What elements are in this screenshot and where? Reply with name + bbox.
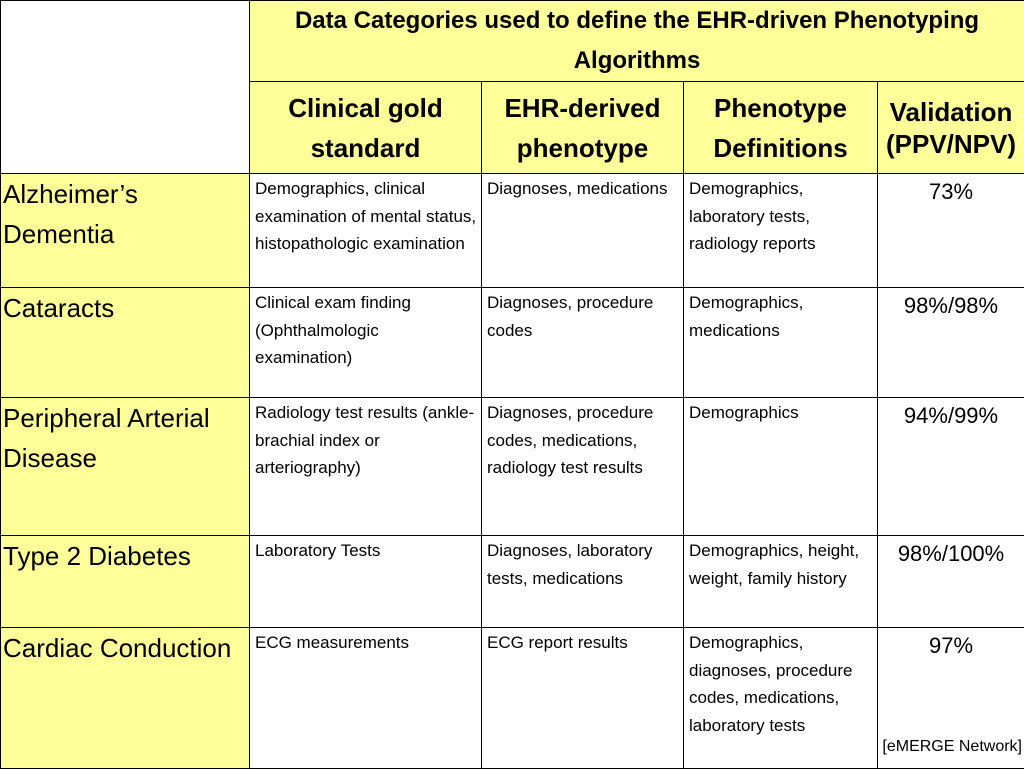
corner-cell bbox=[1, 1, 250, 174]
row-ehr-phenotype: Diagnoses, medications bbox=[482, 174, 684, 288]
column-header-validation: Validation (PPV/NPV) bbox=[878, 82, 1024, 174]
row-validation: 97% bbox=[878, 628, 1024, 769]
row-definitions: Demographics, height, weight, family history bbox=[684, 536, 878, 628]
row-gold-standard: Laboratory Tests bbox=[250, 536, 482, 628]
row-definitions: Demographics, medications bbox=[684, 288, 878, 398]
row-gold-standard: Radiology test results (ankle-brachial index or arteriography) bbox=[250, 398, 482, 536]
table-row bbox=[1, 288, 1024, 398]
row-definitions: Demographics bbox=[684, 398, 878, 536]
table-row bbox=[1, 536, 1024, 628]
row-gold-standard: ECG measurements bbox=[250, 628, 482, 769]
row-definitions: Demographics, diagnoses, procedure codes, medications, laboratory tests bbox=[684, 628, 878, 769]
row-condition: Peripheral Arterial Disease bbox=[1, 398, 250, 536]
table-row bbox=[1, 628, 1024, 769]
row-condition: Alzheimer’s Dementia bbox=[1, 174, 250, 288]
header-group-title: Data Categories used to define the EHR-driven Phenotyping Algorithms bbox=[250, 1, 1024, 82]
row-ehr-phenotype: Diagnoses, procedure codes, medications, radiology test results bbox=[482, 398, 684, 536]
table-row bbox=[1, 398, 1024, 536]
row-validation: 98%/98% bbox=[878, 288, 1024, 398]
column-header-ehr-phenotype: EHR-derived phenotype bbox=[482, 82, 684, 174]
row-ehr-phenotype: ECG report results bbox=[482, 628, 684, 769]
column-header-definitions: Phenotype Definitions bbox=[684, 82, 878, 174]
row-ehr-phenotype: Diagnoses, procedure codes bbox=[482, 288, 684, 398]
row-gold-standard: Clinical exam finding (Ophthalmologic examination) bbox=[250, 288, 482, 398]
row-condition: Type 2 Diabetes bbox=[1, 536, 250, 628]
row-ehr-phenotype: Diagnoses, laboratory tests, medications bbox=[482, 536, 684, 628]
row-validation: 94%/99% bbox=[878, 398, 1024, 536]
row-definitions: Demographics, laboratory tests, radiology reports bbox=[684, 174, 878, 288]
source-citation: [eMERGE Network] bbox=[880, 738, 1022, 756]
row-condition: Cardiac Conduction bbox=[1, 628, 250, 769]
row-gold-standard: Demographics, clinical examination of mental status, histopathologic examination bbox=[250, 174, 482, 288]
row-condition: Cataracts bbox=[1, 288, 250, 398]
row-validation: 73% bbox=[878, 174, 1024, 288]
table-row bbox=[1, 174, 1024, 288]
row-validation: 98%/100% bbox=[878, 536, 1024, 628]
column-header-gold-standard: Clinical gold standard bbox=[250, 82, 482, 174]
